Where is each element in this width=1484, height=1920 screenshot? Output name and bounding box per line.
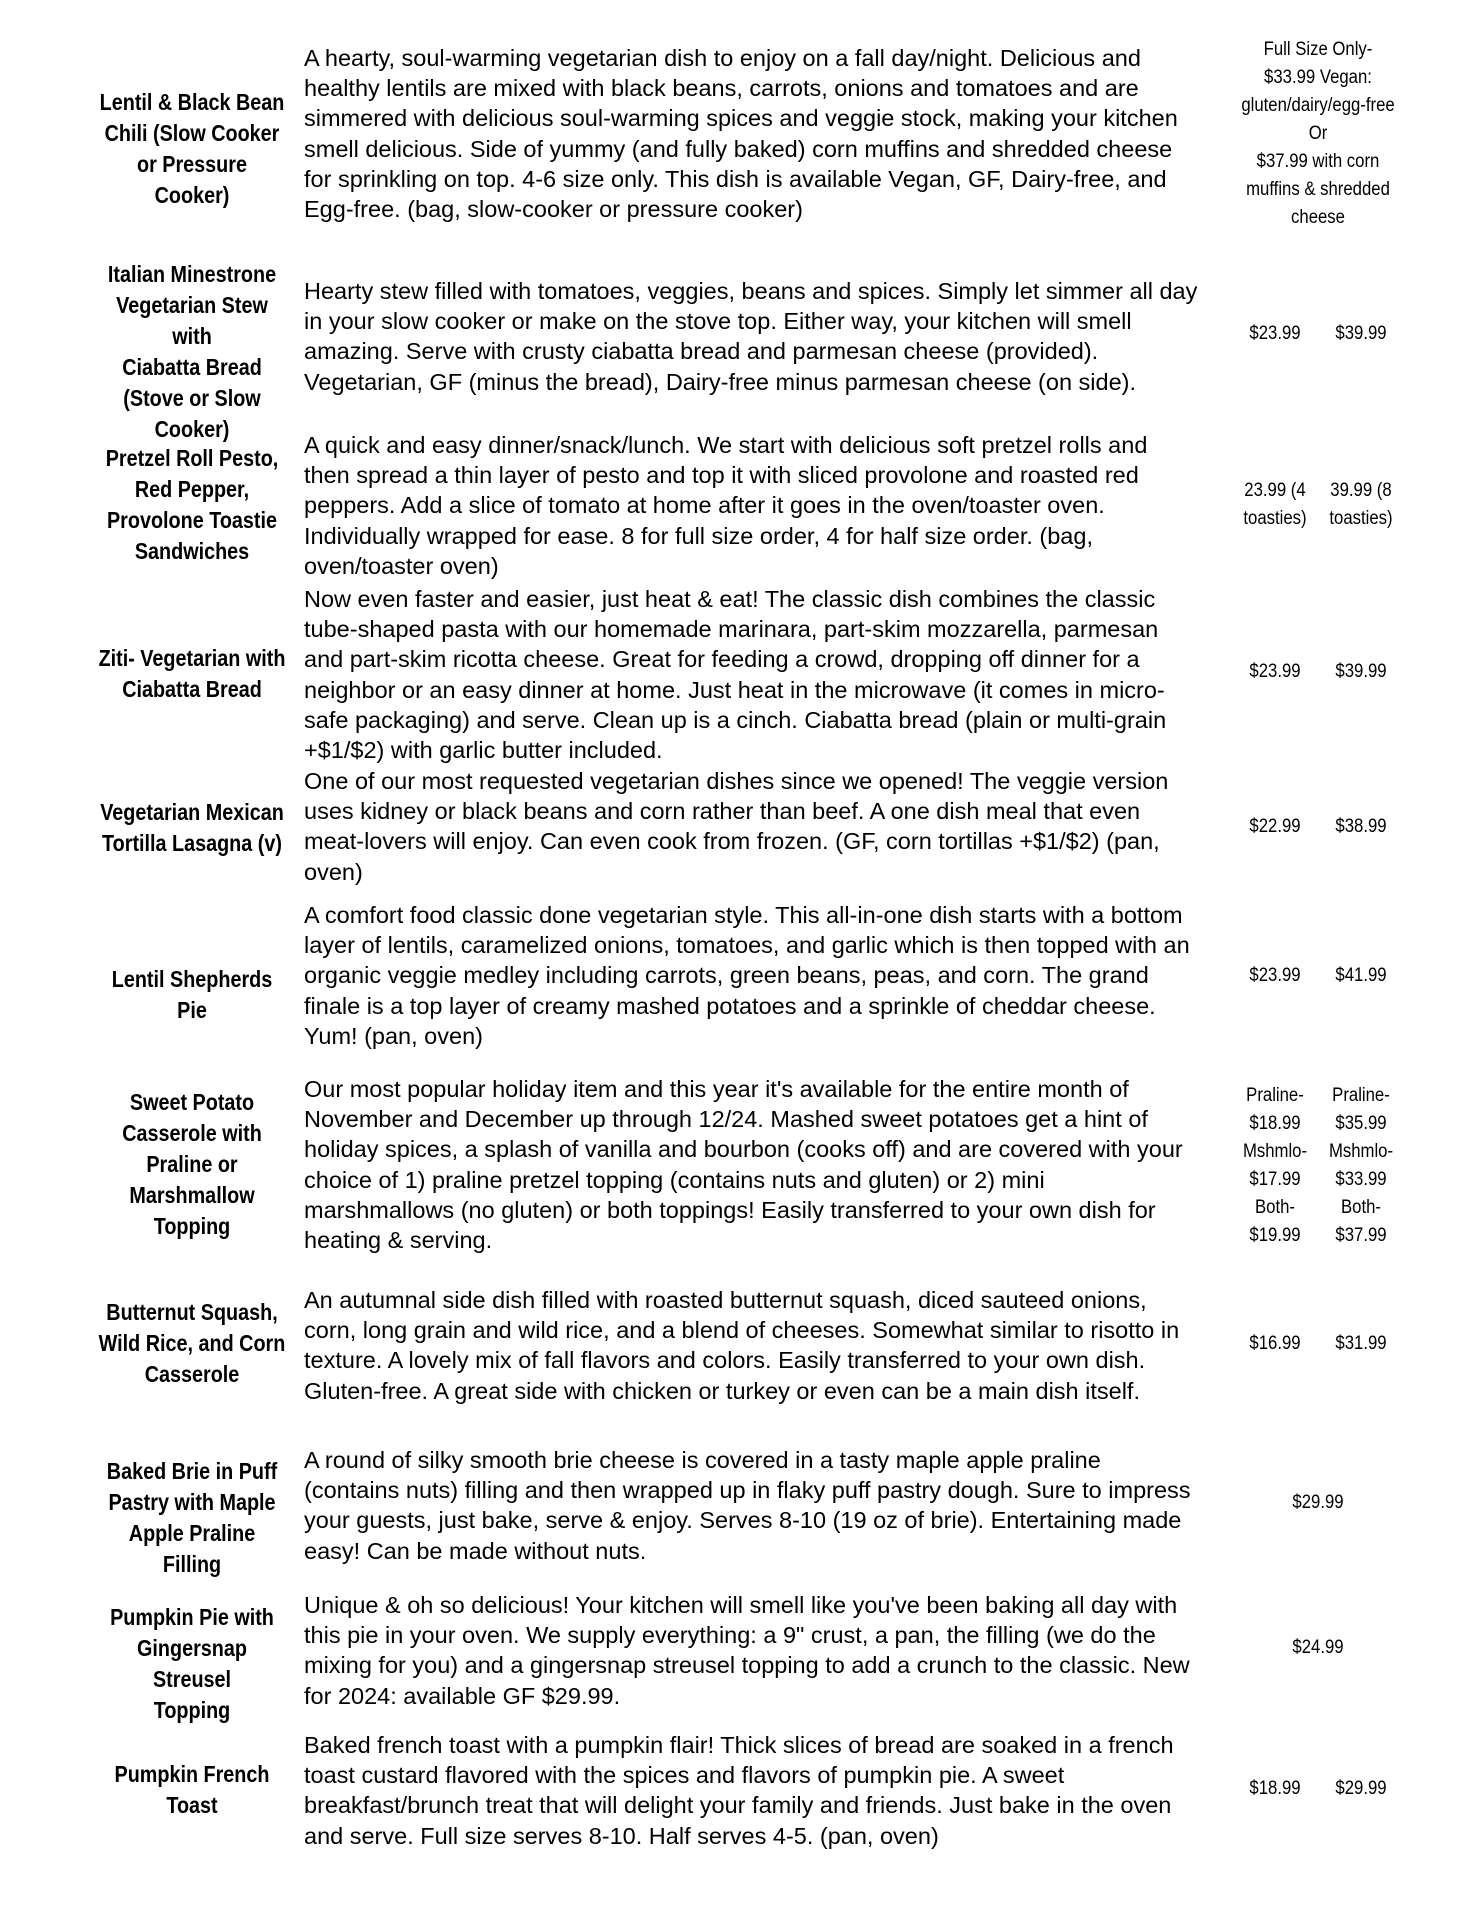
half-size-price: $16.99	[1249, 1333, 1301, 1354]
half-size-price: $23.99	[1249, 965, 1301, 986]
item-description: A quick and easy dinner/snack/lunch. We start with delicious soft pretzel rolls and then spread a thin layer of pesto and top it with sliced provolone and roasted red peppers. Add a slice of tomato at home after it goes in the oven/toaster oven. Individually wrapped for ease. 8 for full size order, 4 for half size order. (bag, oven/toaster oven)	[304, 432, 1148, 579]
full-size-price: $31.99	[1335, 1333, 1387, 1354]
full-size-price: $38.99	[1335, 816, 1387, 837]
item-name: Vegetarian Mexican Tortilla Lasagna (v)	[100, 799, 284, 856]
item-name: Sweet Potato Casserole with Praline or Marshmallow Topping	[122, 1089, 262, 1239]
full-size-price: $29.99	[1335, 1778, 1387, 1799]
half-size-price: $22.99	[1249, 816, 1301, 837]
item-description: Now even faster and easier, just heat & eat! The classic dish combines the classic tube-shaped pasta with our homemade marinara, part-skim mozzarella, parmesan and part-skim ricotta cheese. Great for feeding a crowd, dropping off dinner for a neighbor or an easy dinner at home. Just heat in the microwave (it comes in micro- safe packaging) and serve. Clean up is a cinch. Ciabatta bread (plain or multi-grain +$1/$2) with garlic butter included.	[304, 586, 1167, 764]
item-price: $29.99	[1292, 1492, 1344, 1513]
item-name: Pretzel Roll Pesto, Red Pepper, Provolone Toastie Sandwiches	[105, 445, 279, 564]
full-size-price: $39.99	[1335, 323, 1387, 344]
item-name: Pumpkin Pie with Gingersnap Streusel Topping	[110, 1604, 274, 1723]
full-size-price: $41.99	[1335, 965, 1387, 986]
item-description: Unique & oh so delicious! Your kitchen will smell like you've been baking all day with this pie in your oven. We supply everything: a 9" crust, a pan, the filling (we do the mixing for you) and a gingersnap streusel topping to add a crunch to the classic. New for 2024: available GF $29.99.	[304, 1592, 1190, 1709]
item-description: A comfort food classic done vegetarian style. This all-in-one dish starts with a bottom layer of lentils, caramelized onions, tomatoes, and garlic which is then topped with an organic veggie medley including carrots, green beans, peas, and corn. The grand finale is a top layer of creamy mashed potatoes and a sprinkle of cheddar cheese. Yum! (pan, oven)	[304, 902, 1190, 1049]
half-size-price: 23.99 (4 toasties)	[1243, 480, 1307, 529]
full-size-price: Praline- $35.99 Mshmlo- $33.99 Both- $37.99	[1328, 1085, 1394, 1246]
half-size-price: $23.99	[1249, 323, 1301, 344]
full-size-price: 39.99 (8 toasties)	[1329, 480, 1393, 529]
item-description: Hearty stew filled with tomatoes, veggies, beans and spices. Simply let simmer all day in your slow cooker or make on the stove top. Either way, your kitchen will smell amazing. Serve with crusty ciabatta bread and parmesan cheese (provided). Vegetarian, GF (minus the bread), Dairy-free minus parmesan cheese (on side).	[304, 278, 1198, 395]
item-name: Lentil & Black Bean Chili (Slow Cooker or Pressure Cooker)	[99, 89, 285, 208]
item-description: A round of silky smooth brie cheese is covered in a tasty maple apple praline (contains nuts) filling and then wrapped up in flaky puff pastry dough. Sure to impress your guests, just bake, serve & enjoy. Serves 8-10 (19 oz of brie). Entertaining made easy! Can be made without nuts.	[304, 1447, 1191, 1564]
item-price: Full Size Only- $33.99 Vegan: gluten/dairy/egg-free Or $37.99 with corn muffins & shredded cheese	[1241, 39, 1395, 228]
half-size-price: $18.99	[1249, 1778, 1301, 1799]
item-price: $24.99	[1292, 1637, 1344, 1658]
full-size-price: $39.99	[1335, 661, 1387, 682]
item-description: An autumnal side dish filled with roasted butternut squash, diced sauteed onions, corn, long grain and wild rice, and a blend of cheeses. Somewhat similar to risotto in texture. A lovely mix of fall flavors and colors. Easily transferred to your own dish. Gluten-free. A great side with chicken or turkey or even can be a main dish itself.	[304, 1287, 1180, 1404]
item-name: Baked Brie in Puff Pastry with Maple Apple Praline Filling	[106, 1458, 278, 1577]
half-size-price: Praline- $18.99 Mshmlo- $17.99 Both- $19.99	[1242, 1085, 1308, 1246]
item-name: Ziti- Vegetarian with Ciabatta Bread	[98, 645, 286, 702]
item-name: Italian Minestrone Vegetarian Stew with Ciabatta Bread (Stove or Slow Cooker)	[107, 261, 277, 442]
item-name: Butternut Squash, Wild Rice, and Corn Casserole	[98, 1299, 286, 1387]
item-name: Lentil Shepherds Pie	[111, 966, 273, 1023]
item-description: One of our most requested vegetarian dishes since we opened! The veggie version uses kidney or black beans and corn rather than beef. A one dish meal that even meat-lovers will enjoy. Can even cook from frozen. (GF, corn tortillas +$1/$2) (pan, oven)	[304, 768, 1169, 885]
item-description: Baked french toast with a pumpkin flair! Thick slices of bread are soaked in a french toast custard flavored with the spices and flavors of pumpkin pie. A sweet breakfast/brunch treat that will delight your family and friends. Just bake in the oven and serve. Full size serves 8-10. Half serves 4-5. (pan, oven)	[304, 1732, 1174, 1849]
item-description: Our most popular holiday item and this year it's available for the entire month of November and December up through 12/24. Mashed sweet potatoes get a hint of holiday spices, a splash of vanilla and bourbon (cooks off) and are covered with your choice of 1) praline pretzel topping (contains nuts and gluten) or 2) mini marshmallows (no gluten) or both toppings! Easily transferred to your own dish for heating & serving.	[304, 1076, 1183, 1254]
half-size-price: $23.99	[1249, 661, 1301, 682]
item-description: A hearty, soul-warming vegetarian dish to enjoy on a fall day/night. Delicious and healthy lentils are mixed with black beans, carrots, onions and tomatoes and are simmered with delicious soul-warming spices and veggie stock, making your kitchen smell delicious. Side of yummy (and fully baked) corn muffins and shredded cheese for sprinkling on top. 4-6 size only. This dish is available Vegan, GF, Dairy-free, and Egg-free. (bag, slow-cooker or pressure cooker)	[304, 45, 1178, 223]
item-name: Pumpkin French Toast	[114, 1761, 270, 1818]
